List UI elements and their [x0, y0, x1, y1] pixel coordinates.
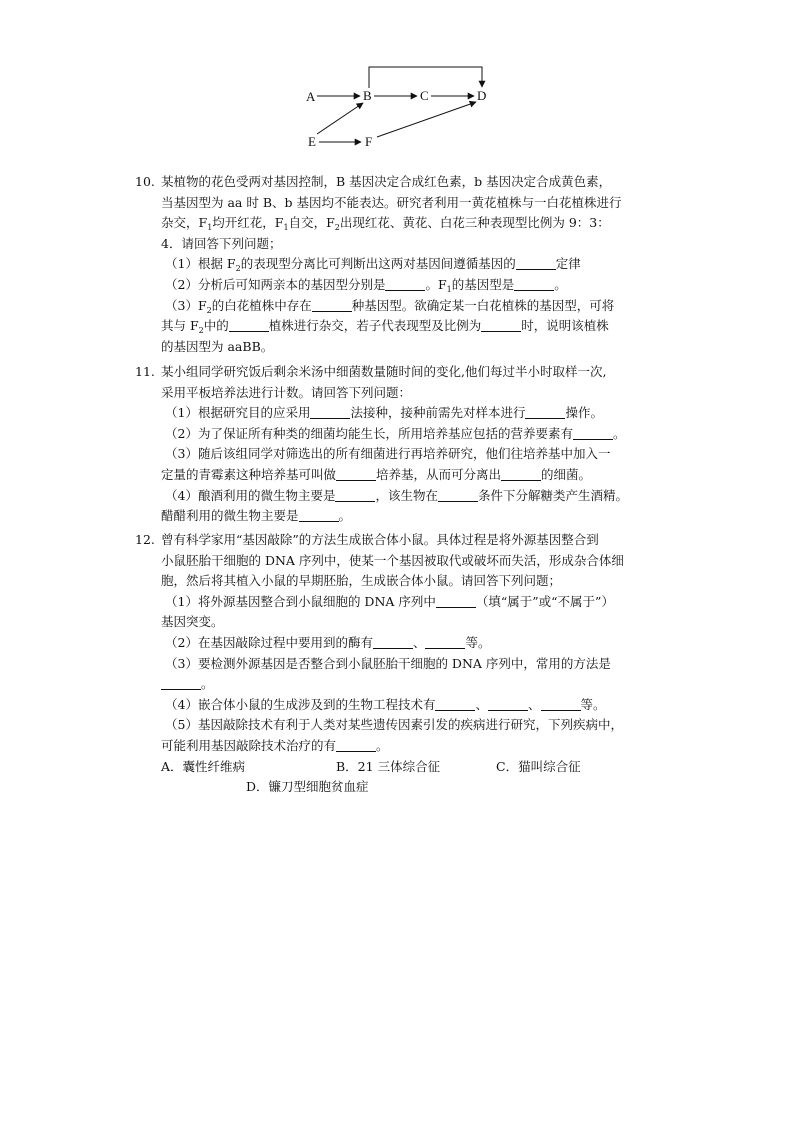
q10-part-1: （1）根据 $F_2$的表现型分离比可判断出这两对基因间遵循基因的 定律 — [165, 256, 581, 274]
q12-line: 基因突变。 — [161, 614, 224, 630]
answer-blank[interactable] — [425, 634, 465, 649]
q12-line: 胞，然后将其植入小鼠的早期胚胎，生成嵌合体小鼠。请回答下列问题； — [161, 573, 562, 589]
node-d: D — [477, 88, 487, 103]
answer-blank[interactable] — [525, 404, 565, 419]
node-c: C — [420, 88, 429, 103]
option-c[interactable]: C．猫叫综合征 — [496, 758, 581, 774]
answer-blank[interactable] — [310, 404, 350, 419]
node-e: E — [308, 134, 316, 149]
q12-part-4: （4）嵌合体小鼠的生成涉及到的生物工程技术有 、 、 等。 — [165, 696, 606, 712]
answer-blank[interactable] — [501, 466, 541, 481]
option-a[interactable]: A．囊性纤维病 — [161, 758, 246, 774]
q10-line: 的基因型为 aaBB。 — [161, 338, 274, 354]
question-12 — [135, 530, 670, 798]
answer-blank[interactable] — [516, 255, 556, 270]
option-d[interactable]: D．镰刀型细胞贫血症 — [246, 779, 369, 795]
q12-line: 。 — [161, 674, 670, 695]
answer-blank[interactable] — [514, 276, 554, 291]
answer-blank[interactable] — [161, 675, 201, 690]
options-row — [161, 757, 670, 778]
pathway-diagram — [300, 60, 500, 155]
q12-part-2: （2）在基因敲除过程中要用到的酶有 、 等。 — [165, 634, 491, 650]
arrow-e-b — [317, 103, 363, 134]
question-number: 12. — [135, 532, 155, 547]
q11-line: 定量的青霉素这种培养基可叫做 培养基，从而可分离出 的细菌。 — [161, 466, 592, 482]
answer-blank[interactable] — [435, 696, 475, 711]
q12-line: 曾有科学家用“基因敲除”的方法生成嵌合体小鼠。具体过程是将外源基因整合到 — [161, 532, 599, 547]
question-10 — [135, 172, 670, 357]
q10-part-3: $(3)F_2$的白花植株中存在 种基因型。欲确定某一白花植株的基因型，可将 — [165, 297, 615, 315]
q11-line: 采用平板培养法进行计数。请回答下列问题： — [161, 384, 412, 400]
q10-line: 某植物的花色受两对基因控制，B 基因决定合成红色素，b 基因决定合成黄色素， — [161, 174, 612, 189]
options-row — [161, 777, 670, 798]
q12-part-1: （1）将外源基因整合到小鼠细胞的 DNA 序列中 （填“属于”或“不属于”） — [165, 593, 614, 609]
node-f: F — [365, 134, 373, 149]
q12-part-3: （3）要检测外源基因是否整合到小鼠胚胎干细胞的 DNA 序列中，常用的方法是 — [165, 655, 611, 671]
question-number: 10. — [135, 174, 155, 189]
q11-line: 醋醋利用的微生物主要是 。 — [161, 508, 352, 524]
q10-line: 当基因型为 aa 时 B、b 基因均不能表达。研究者利用一黄花植株与一白花植株进行 — [161, 194, 622, 210]
question-11 — [135, 362, 670, 527]
q10-line: 4．请回答下列问题； — [161, 235, 282, 251]
answer-blank[interactable] — [481, 317, 521, 332]
answer-blank[interactable] — [336, 737, 376, 752]
q11-part-1: （1）根据研究目的应采用 法接种，接种前需先对样本进行 操作。 — [165, 405, 603, 421]
q12-part-5: （5）基因敲除技术有利于人类对某些遗传因素引发的疾病进行研究，下列疾病中， — [165, 717, 623, 733]
node-b: B — [363, 88, 372, 103]
q12-line: 可能利用基因敲除技术治疗的有 。 — [161, 737, 389, 753]
arrow-b-d-loop — [369, 67, 482, 88]
answer-blank[interactable] — [385, 276, 425, 291]
answer-blank[interactable] — [312, 297, 352, 312]
answer-blank[interactable] — [488, 696, 528, 711]
option-b[interactable]: B．21 三体综合征 — [336, 758, 441, 774]
node-a: A — [306, 89, 316, 104]
q10-part-2: （2）分析后可知两亲本的基因型分别是 。$F_1$的基因型是 。 — [165, 276, 567, 294]
answer-blank[interactable] — [436, 593, 476, 608]
arrow-f-d — [377, 102, 476, 137]
question-number: 11. — [135, 364, 155, 379]
q10-line: 杂交，$F_1$均开红花，$F_1$自交，$F_2$出现红花、黄花、白花三种表现型比例为 9：3： — [161, 215, 610, 233]
q10-line: 其与 $F_2$中的 植株进行杂交，若子代表现型及比例为 时，说明该植株 — [161, 318, 609, 336]
answer-blank[interactable] — [438, 487, 478, 502]
answer-blank[interactable] — [573, 425, 613, 440]
answer-blank[interactable] — [373, 634, 413, 649]
q11-part-4: （4）酿酒利用的微生物主要是 ，该生物在 条件下分解糖类产生酒精。 — [165, 487, 628, 503]
q12-line: 小鼠胚胎干细胞的 DNA 序列中，使某一个基因被取代或破坏而失活，形成杂合体细 — [161, 552, 624, 568]
answer-blank[interactable] — [299, 507, 339, 522]
q11-line: 某小组同学研究饭后剩余米汤中细菌数量随时间的变化,他们每过半小时取样一次, — [161, 364, 607, 379]
answer-blank[interactable] — [541, 696, 581, 711]
answer-blank[interactable] — [335, 487, 375, 502]
q11-part-2: （2）为了保证所有种类的细菌均能生长，所用培养基应包括的营养要素有 。 — [165, 425, 626, 441]
answer-blank[interactable] — [336, 466, 376, 481]
answer-blank[interactable] — [229, 317, 269, 332]
q11-part-3: （3）随后该组同学对筛选出的所有细菌进行再培养研究，他们往培养基中加入一 — [165, 446, 611, 462]
